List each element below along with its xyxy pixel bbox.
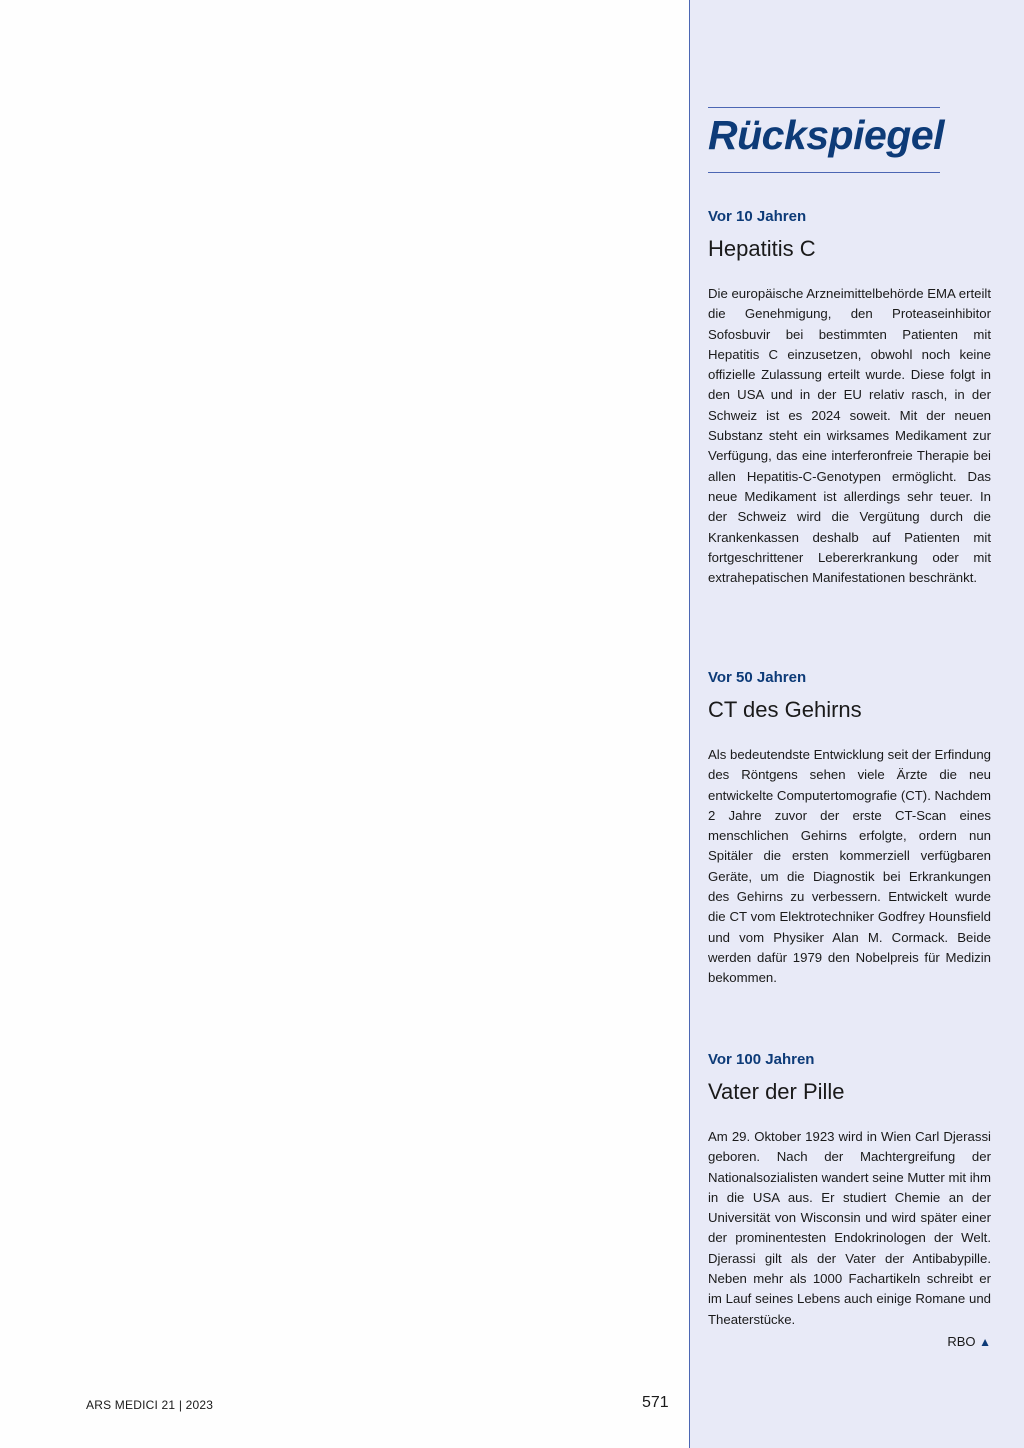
section-kicker: Vor 100 Jahren [708,1051,815,1068]
section-heading: Hepatitis C [708,236,816,261]
triangle-end-icon: ▲ [979,1334,991,1349]
title-block [708,107,945,173]
section-kicker: Vor 10 Jahren [708,208,807,225]
section-heading: CT des Gehirns [708,697,862,722]
page-number: 571 [642,1394,669,1411]
author-signature [708,1334,991,1349]
sidebar-panel [689,0,1024,1448]
section-body: Als bedeutendste Entwicklung seit der Erfindung des Röntgens sehen viele Ärzte die neu entwickelte Computertomografie (CT). Nachdem 2 Jahre zuvor der erste CT-Scan eines menschlichen Gehirns erfolgte, ordern nun Spitäler die ersten kommerziell verfügbaren Geräte, um die Diagnostik bei Erkrankungen des Gehirns zu verbessern. Entwickelt wurde die CT vom Elektrotechniker Godfrey Hounsfield und vom Physiker Alan M. Cormack. Beide werden dafür 1979 den Nobelpreis für Medizin bekommen. [708,747,991,986]
section-kicker: Vor 50 Jahren [708,669,807,686]
page-title: Rückspiegel [708,112,945,158]
section-heading: Vater der Pille [708,1079,845,1104]
section-100-years [708,1051,991,1349]
section-body: Die europäische Arzneimittelbehörde EMA erteilt die Genehmigung, den Proteaseinhibitor Sofosbuvir bei bestimmten Patienten mit Hepatitis C einzusetzen, obwohl noch keine offizielle Zulassung erteilt wurde. Diese folgt in den USA und in der EU relativ rasch, in der Schweiz ist es 2024 soweit. Mit der neuen Substanz steht ein wirksames Medikament zur Verfügung, das eine interferonfreie Therapie bei allen Hepatitis-C-Genotypen ermöglicht. Das neue Medikament ist allerdings sehr teuer. In der Schweiz wird die Vergütung durch die Krankenkassen deshalb auf Patienten mit fortgeschrittener Lebererkrankung oder mit extrahepatischen Manifestationen beschränkt. [708,286,991,586]
section-body: Am 29. Oktober 1923 wird in Wien Carl Djerassi geboren. Nach der Machtergreifung der Nationalsozialisten wandert seine Mutter mit ihm in die USA aus. Er studiert Chemie an der Universität von Wisconsin und wird später einer der prominentesten Endokrinologen der Welt. Djerassi gilt als der Vater der Antibabypille. Neben mehr als 1000 Fachartikeln schreibt er im Lauf seines Lebens auch einige Romane und Theaterstücke. [708,1129,991,1327]
section-10-years [708,208,991,588]
signature-text: RBO [947,1333,976,1349]
section-50-years [708,669,991,989]
journal-footer: ARS MEDICI 21 | 2023 [86,1398,214,1412]
